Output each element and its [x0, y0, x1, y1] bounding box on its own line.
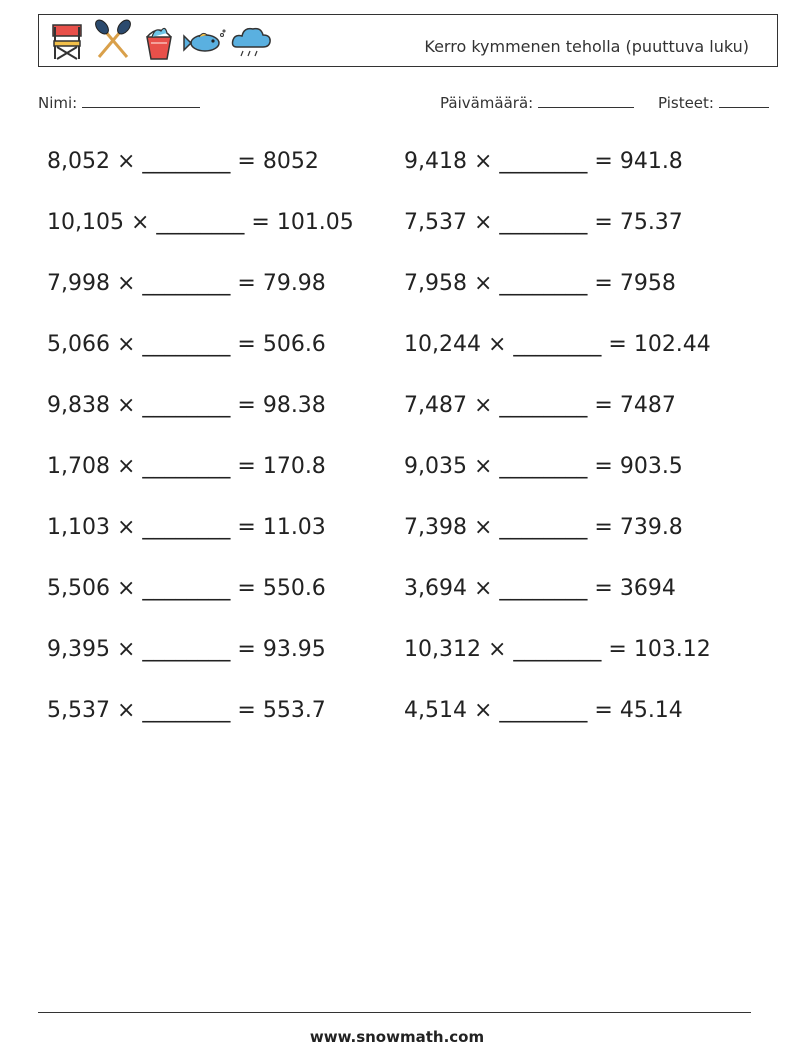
problem-item: 10,312 × ________ = 103.12 [404, 637, 711, 662]
footer-divider [38, 1012, 751, 1013]
problem-item: 1,708 × ________ = 170.8 [47, 454, 326, 479]
beach-bucket-icon [137, 19, 181, 63]
footer-url[interactable]: www.snowmath.com [309, 1028, 485, 1046]
rain-cloud-icon [229, 19, 273, 63]
name-blank [82, 95, 200, 108]
header-icons [45, 19, 273, 63]
directors-chair-icon [45, 19, 89, 63]
date-field [440, 94, 634, 112]
score-blank [719, 95, 769, 108]
name-field [38, 94, 200, 112]
problem-item: 9,395 × ________ = 93.95 [47, 637, 326, 662]
problem-item: 7,487 × ________ = 7487 [404, 393, 676, 418]
problem-item: 8,052 × ________ = 8052 [47, 149, 319, 174]
fish-icon [183, 19, 227, 63]
problem-item: 10,105 × ________ = 101.05 [47, 210, 354, 235]
problem-item: 5,506 × ________ = 550.6 [47, 576, 326, 601]
problem-item: 9,838 × ________ = 98.38 [47, 393, 326, 418]
date-blank [538, 95, 634, 108]
problem-item: 7,398 × ________ = 739.8 [404, 515, 683, 540]
worksheet-header [38, 14, 778, 67]
score-field [658, 94, 769, 112]
problem-item: 9,418 × ________ = 941.8 [404, 149, 683, 174]
problem-item: 4,514 × ________ = 45.14 [404, 698, 683, 723]
score-label: Pisteet: [658, 94, 714, 112]
name-label: Nimi: [38, 94, 78, 112]
problem-item: 7,998 × ________ = 79.98 [47, 271, 326, 296]
problem-item: 3,694 × ________ = 3694 [404, 576, 676, 601]
problem-item: 1,103 × ________ = 11.03 [47, 515, 326, 540]
date-label: Päivämäärä: [440, 94, 534, 112]
worksheet-title: Kerro kymmenen teholla (puuttuva luku) [424, 37, 749, 56]
problem-item: 10,244 × ________ = 102.44 [404, 332, 711, 357]
problem-item: 9,035 × ________ = 903.5 [404, 454, 683, 479]
problem-item: 5,066 × ________ = 506.6 [47, 332, 326, 357]
problem-item: 5,537 × ________ = 553.7 [47, 698, 326, 723]
crossed-paddles-icon [91, 19, 135, 63]
problem-item: 7,537 × ________ = 75.37 [404, 210, 683, 235]
problem-item: 7,958 × ________ = 7958 [404, 271, 676, 296]
